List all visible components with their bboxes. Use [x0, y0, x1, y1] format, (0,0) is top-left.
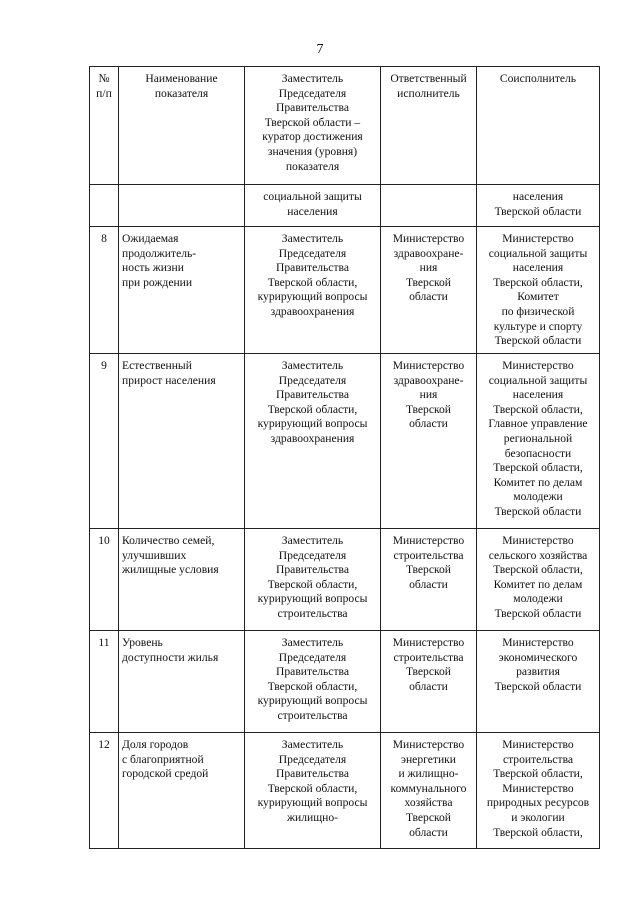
table-row — [90, 185, 600, 227]
row-number: 8 — [90, 227, 119, 354]
row-co-executor: Министерство экономического развития Тверской области — [477, 631, 600, 733]
page-number: 7 — [316, 42, 324, 57]
table-row — [90, 529, 600, 631]
table-row — [90, 354, 600, 529]
row-responsible-executor: Министерство здравоохране- ния Тверской области — [381, 227, 477, 354]
row-responsible-executor: Министерство здравоохране- ния Тверской области — [381, 354, 477, 529]
row-number: 10 — [90, 529, 119, 631]
row-indicator-name: Доля городов с благоприятной городской средой — [119, 733, 245, 849]
row-co-executor: Министерство социальной защиты населения Тверской области, Комитет по физической культуре и спорту Тверской области — [477, 227, 600, 354]
row-co-executor: населения Тверской области — [477, 185, 600, 227]
header-curator: Заместитель Председателя Правительства Тверской области – куратор достижения значения (уровня) показателя — [245, 67, 381, 185]
row-curator: Заместитель Председателя Правительства Тверской области, курирующий вопросы строительства — [245, 529, 381, 631]
row-responsible-executor — [381, 185, 477, 227]
row-indicator-name: Ожидаемая продолжитель- ность жизни при рождении — [119, 227, 245, 354]
indicators-table — [89, 66, 600, 849]
row-indicator-name: Естественный прирост населения — [119, 354, 245, 529]
row-number: 11 — [90, 631, 119, 733]
header-co-executor: Соисполнитель — [477, 67, 600, 185]
row-co-executor: Министерство сельского хозяйства Тверской области, Комитет по делам молодежи Тверской области — [477, 529, 600, 631]
row-responsible-executor: Министерство строительства Тверской области — [381, 631, 477, 733]
row-co-executor: Министерство социальной защиты населения Тверской области, Главное управление региональной безопасности Тверской области, Комитет по делам молодежи Тверской области — [477, 354, 600, 529]
row-responsible-executor: Министерство строительства Тверской области — [381, 529, 477, 631]
row-curator: Заместитель Председателя Правительства Тверской области, курирующий вопросы жилищно- — [245, 733, 381, 849]
table-row — [90, 227, 600, 354]
table-row — [90, 733, 600, 849]
header-number: № п/п — [90, 67, 119, 185]
row-number — [90, 185, 119, 227]
table-header-row — [90, 67, 600, 185]
row-responsible-executor: Министерство энергетики и жилищно- коммунального хозяйства Тверской области — [381, 733, 477, 849]
row-curator: Заместитель Председателя Правительства Тверской области, курирующий вопросы строительства — [245, 631, 381, 733]
row-number: 9 — [90, 354, 119, 529]
row-indicator-name: Уровень доступности жилья — [119, 631, 245, 733]
table-row — [90, 631, 600, 733]
row-indicator-name — [119, 185, 245, 227]
row-number: 12 — [90, 733, 119, 849]
row-curator: социальной защиты населения — [245, 185, 381, 227]
header-indicator-name: Наименование показателя — [119, 67, 245, 185]
row-curator: Заместитель Председателя Правительства Тверской области, курирующий вопросы здравоохранения — [245, 354, 381, 529]
row-co-executor: Министерство строительства Тверской области, Министерство природных ресурсов и экологии Тверской области, — [477, 733, 600, 849]
header-responsible-executor: Ответственный исполнитель — [381, 67, 477, 185]
row-curator: Заместитель Председателя Правительства Тверской области, курирующий вопросы здравоохранения — [245, 227, 381, 354]
row-indicator-name: Количество семей, улучшивших жилищные условия — [119, 529, 245, 631]
